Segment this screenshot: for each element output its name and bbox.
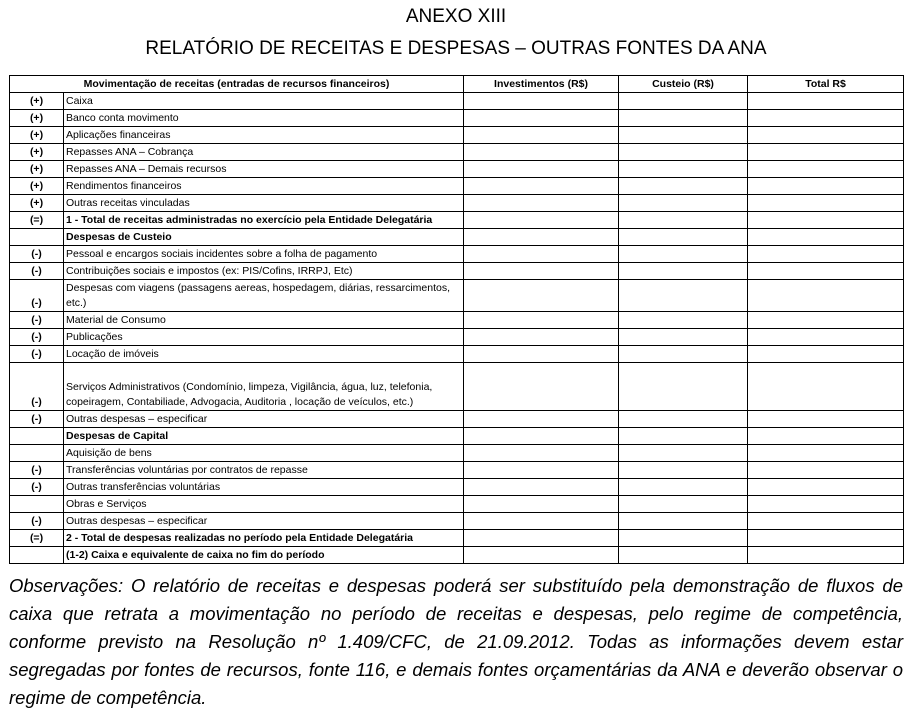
table-row (10, 144, 904, 161)
cell-total[interactable] (748, 312, 904, 329)
row-description: 2 - Total de despesas realizadas no período pela Entidade Delegatária (64, 530, 464, 547)
cell-investimentos[interactable] (464, 462, 619, 479)
table-row (10, 212, 904, 229)
report-title: RELATÓRIO DE RECEITAS E DESPESAS – OUTRAS FONTES DA ANA (145, 38, 767, 59)
table-row (10, 479, 904, 496)
cell-investimentos[interactable] (464, 329, 619, 346)
table-row (10, 346, 904, 363)
row-sign: (-) (10, 312, 64, 329)
table-row (10, 127, 904, 144)
cell-investimentos[interactable] (464, 246, 619, 263)
row-description: Outras despesas – especificar (64, 513, 464, 530)
row-sign (10, 428, 64, 445)
cell-investimentos[interactable] (464, 346, 619, 363)
row-description: Banco conta movimento (64, 110, 464, 127)
row-description: Outras despesas – especificar (64, 411, 464, 428)
row-sign: (+) (10, 195, 64, 212)
cell-custeio[interactable] (619, 312, 748, 329)
cell-total[interactable] (748, 329, 904, 346)
cell-total[interactable] (748, 530, 904, 547)
annex-title: ANEXO XIII (405, 6, 507, 27)
cell-total[interactable] (748, 212, 904, 229)
row-sign: (-) (10, 479, 64, 496)
table-row (10, 93, 904, 110)
cell-total[interactable] (748, 110, 904, 127)
cell-investimentos[interactable] (464, 479, 619, 496)
cell-custeio[interactable] (619, 428, 748, 445)
cell-custeio[interactable] (619, 445, 748, 462)
row-sign: (-) (10, 280, 64, 312)
header-total: Total R$ (748, 76, 904, 93)
table-row (10, 462, 904, 479)
row-sign: (-) (10, 363, 64, 411)
row-sign: (-) (10, 411, 64, 428)
row-description: Contribuições sociais e impostos (ex: PIS/Cofins, IRRPJ, Etc) (64, 263, 464, 280)
cell-total[interactable] (748, 445, 904, 462)
cell-investimentos[interactable] (464, 195, 619, 212)
cell-investimentos[interactable] (464, 312, 619, 329)
row-description: Despesas de Capital (64, 428, 464, 445)
cell-custeio[interactable] (619, 530, 748, 547)
row-description: Transferências voluntárias por contratos de repasse (64, 462, 464, 479)
cell-investimentos[interactable] (464, 547, 619, 564)
row-description: Locação de imóveis (64, 346, 464, 363)
table-row (10, 246, 904, 263)
row-description: Serviços Administrativos (Condomínio, limpeza, Vigilância, água, luz, telefonia, copeiragem, Contabiliade, Advogacia, Auditoria , locação de veículos, etc.) (64, 363, 464, 411)
cell-total[interactable] (748, 127, 904, 144)
cell-custeio[interactable] (619, 178, 748, 195)
report-table (9, 75, 904, 564)
cell-investimentos[interactable] (464, 144, 619, 161)
row-sign: (-) (10, 263, 64, 280)
table-row (10, 445, 904, 462)
cell-custeio[interactable] (619, 161, 748, 178)
row-sign: (+) (10, 110, 64, 127)
cell-investimentos[interactable] (464, 229, 619, 246)
row-description: (1-2) Caixa e equivalente de caixa no fim do período (64, 547, 464, 564)
cell-investimentos[interactable] (464, 178, 619, 195)
row-sign (10, 547, 64, 564)
cell-custeio[interactable] (619, 110, 748, 127)
header-movimentacao: Movimentação de receitas (entradas de recursos financeiros) (10, 76, 464, 93)
table-row (10, 312, 904, 329)
table-row (10, 178, 904, 195)
cell-total[interactable] (748, 280, 904, 312)
row-sign: (-) (10, 246, 64, 263)
table-row (10, 110, 904, 127)
table-row (10, 530, 904, 547)
cell-investimentos[interactable] (464, 363, 619, 411)
row-sign: (+) (10, 161, 64, 178)
row-description: Publicações (64, 329, 464, 346)
row-sign: (+) (10, 144, 64, 161)
cell-investimentos[interactable] (464, 513, 619, 530)
cell-total[interactable] (748, 195, 904, 212)
row-sign: (-) (10, 462, 64, 479)
cell-total[interactable] (748, 547, 904, 564)
table-row (10, 263, 904, 280)
cell-investimentos[interactable] (464, 530, 619, 547)
cell-total[interactable] (748, 462, 904, 479)
row-description: Despesas de Custeio (64, 229, 464, 246)
row-description: Obras e Serviços (64, 496, 464, 513)
table-row (10, 280, 904, 312)
header-custeio: Custeio (R$) (619, 76, 748, 93)
row-sign (10, 229, 64, 246)
cell-custeio[interactable] (619, 280, 748, 312)
cell-custeio[interactable] (619, 212, 748, 229)
cell-investimentos[interactable] (464, 161, 619, 178)
row-description: Repasses ANA – Cobrança (64, 144, 464, 161)
cell-investimentos[interactable] (464, 263, 619, 280)
cell-total[interactable] (748, 346, 904, 363)
cell-custeio[interactable] (619, 346, 748, 363)
cell-custeio[interactable] (619, 462, 748, 479)
cell-total[interactable] (748, 479, 904, 496)
row-sign: (=) (10, 530, 64, 547)
cell-total[interactable] (748, 263, 904, 280)
cell-investimentos[interactable] (464, 280, 619, 312)
row-sign: (+) (10, 127, 64, 144)
cell-total[interactable] (748, 411, 904, 428)
cell-custeio[interactable] (619, 496, 748, 513)
header-investimentos: Investimentos (R$) (464, 76, 619, 93)
cell-investimentos[interactable] (464, 496, 619, 513)
cell-investimentos[interactable] (464, 127, 619, 144)
cell-custeio[interactable] (619, 363, 748, 411)
row-description: 1 - Total de receitas administradas no exercício pela Entidade Delegatária (64, 212, 464, 229)
table-body (10, 93, 904, 564)
table-row (10, 547, 904, 564)
row-sign (10, 445, 64, 462)
table-row (10, 195, 904, 212)
row-description: Pessoal e encargos sociais incidentes sobre a folha de pagamento (64, 246, 464, 263)
cell-custeio[interactable] (619, 513, 748, 530)
cell-custeio[interactable] (619, 329, 748, 346)
cell-custeio[interactable] (619, 263, 748, 280)
cell-total[interactable] (748, 363, 904, 411)
cell-total[interactable] (748, 144, 904, 161)
row-description: Aquisição de bens (64, 445, 464, 462)
cell-total[interactable] (748, 496, 904, 513)
table-row (10, 428, 904, 445)
row-sign: (+) (10, 178, 64, 195)
table-header-row (10, 76, 904, 93)
row-sign: (+) (10, 93, 64, 110)
row-description: Aplicações financeiras (64, 127, 464, 144)
cell-custeio[interactable] (619, 229, 748, 246)
cell-total[interactable] (748, 246, 904, 263)
cell-custeio[interactable] (619, 246, 748, 263)
row-sign: (-) (10, 513, 64, 530)
cell-custeio[interactable] (619, 195, 748, 212)
cell-total[interactable] (748, 161, 904, 178)
row-sign (10, 496, 64, 513)
cell-custeio[interactable] (619, 144, 748, 161)
cell-investimentos[interactable] (464, 428, 619, 445)
cell-total[interactable] (748, 93, 904, 110)
row-description: Rendimentos financeiros (64, 178, 464, 195)
cell-custeio[interactable] (619, 547, 748, 564)
cell-custeio[interactable] (619, 411, 748, 428)
cell-total[interactable] (748, 229, 904, 246)
row-sign: (-) (10, 346, 64, 363)
table-row (10, 411, 904, 428)
table-row (10, 229, 904, 246)
cell-custeio[interactable] (619, 127, 748, 144)
cell-custeio[interactable] (619, 479, 748, 496)
cell-investimentos[interactable] (464, 110, 619, 127)
row-description: Despesas com viagens (passagens aereas, hospedagem, diárias, ressarcimentos, etc.) (64, 280, 464, 312)
row-sign: (=) (10, 212, 64, 229)
cell-investimentos[interactable] (464, 445, 619, 462)
table-row (10, 513, 904, 530)
row-description: Caixa (64, 93, 464, 110)
observations-note: Observações: O relatório de receitas e despesas poderá ser substituído pela demonstração de fluxos de caixa que retrata a movimentação no período de receitas e despesas, pelo regime de competência, conforme previsto na Resolução nº 1.409/CFC, de 21.09.2012. Todas as informações devem estar segregadas por fontes de recursos, fonte 116, e demais fontes orçamentárias da ANA e deverão observar o regime de competência. (9, 575, 903, 708)
cell-total[interactable] (748, 178, 904, 195)
table-row (10, 161, 904, 178)
cell-total[interactable] (748, 513, 904, 530)
cell-custeio[interactable] (619, 93, 748, 110)
row-description: Repasses ANA – Demais recursos (64, 161, 464, 178)
cell-total[interactable] (748, 428, 904, 445)
table-row (10, 496, 904, 513)
row-sign: (-) (10, 329, 64, 346)
table-row (10, 363, 904, 411)
cell-investimentos[interactable] (464, 93, 619, 110)
cell-investimentos[interactable] (464, 212, 619, 229)
cell-investimentos[interactable] (464, 411, 619, 428)
table-row (10, 329, 904, 346)
row-description: Outras receitas vinculadas (64, 195, 464, 212)
row-description: Material de Consumo (64, 312, 464, 329)
row-description: Outras transferências voluntárias (64, 479, 464, 496)
